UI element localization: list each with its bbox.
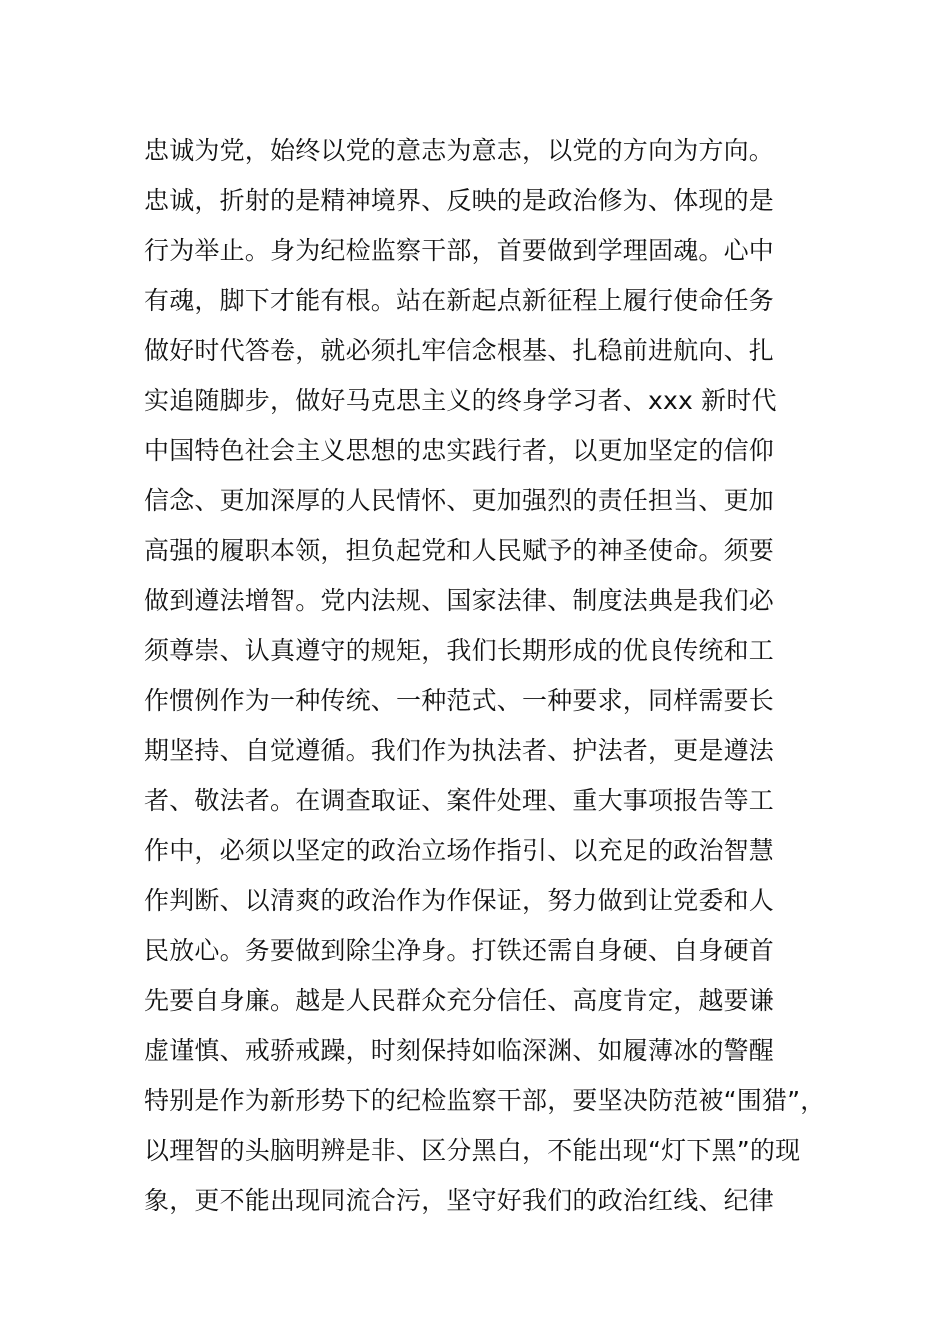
text-line: 以理智的头脑明辨是非、区分黑白，不能出现“灯下黑”的现 [144, 1136, 801, 1165]
text-line: 者、敬法者。在调查取证、案件处理、重大事项报告等工 [144, 786, 775, 815]
text-line: 忠诚，折射的是精神境界、反映的是政治修为、体现的是 [144, 186, 775, 215]
text-line: 忠诚为党，始终以党的意志为意志，以党的方向为方向。 [144, 136, 775, 165]
text-line: 行为举止。身为纪检监察干部，首要做到学理固魂。心中 [144, 236, 775, 265]
text-line: 信念、更加深厚的人民情怀、更加强烈的责任担当、更加 [144, 486, 775, 515]
text-line: 中国特色社会主义思想的忠实践行者，以更加坚定的信仰 [144, 436, 775, 465]
body-text [144, 126, 844, 1226]
text-line: 做到遵法增智。党内法规、国家法律、制度法典是我们必 [144, 586, 775, 615]
text-line: 作判断、以清爽的政治作为作保证，努力做到让党委和人 [144, 886, 775, 915]
text-line: 做好时代答卷，就必须扎牢信念根基、扎稳前进航向、扎 [144, 336, 775, 365]
text-line: 有魂，脚下才能有根。站在新起点新征程上履行使命任务 [144, 286, 775, 315]
text-line: 须尊崇、认真遵守的规矩，我们长期形成的优良传统和工 [144, 636, 775, 665]
text-line: 作中，必须以坚定的政治立场作指引、以充足的政治智慧 [144, 836, 775, 865]
text-line: 民放心。务要做到除尘净身。打铁还需自身硬、自身硬首 [144, 936, 775, 965]
text-line: 高强的履职本领，担负起党和人民赋予的神圣使命。须要 [144, 536, 775, 565]
text-line: 期坚持、自觉遵循。我们作为执法者、护法者，更是遵法 [144, 736, 775, 765]
text-line: 虚谨慎、戒骄戒躁，时刻保持如临深渊、如履薄冰的警醒 [144, 1036, 775, 1065]
text-line: 先要自身廉。越是人民群众充分信任、高度肯定，越要谦 [144, 986, 775, 1015]
text-line: 特别是作为新形势下的纪检监察干部，要坚决防范被“围猎”， [144, 1086, 826, 1115]
text-line: 作惯例作为一种传统、一种范式、一种要求，同样需要长 [144, 686, 775, 715]
text-line: 象，更不能出现同流合污，坚守好我们的政治红线、纪律 [144, 1186, 775, 1215]
text-line: 实追随脚步，做好马克思主义的终身学习者、xxx 新时代 [144, 386, 777, 415]
